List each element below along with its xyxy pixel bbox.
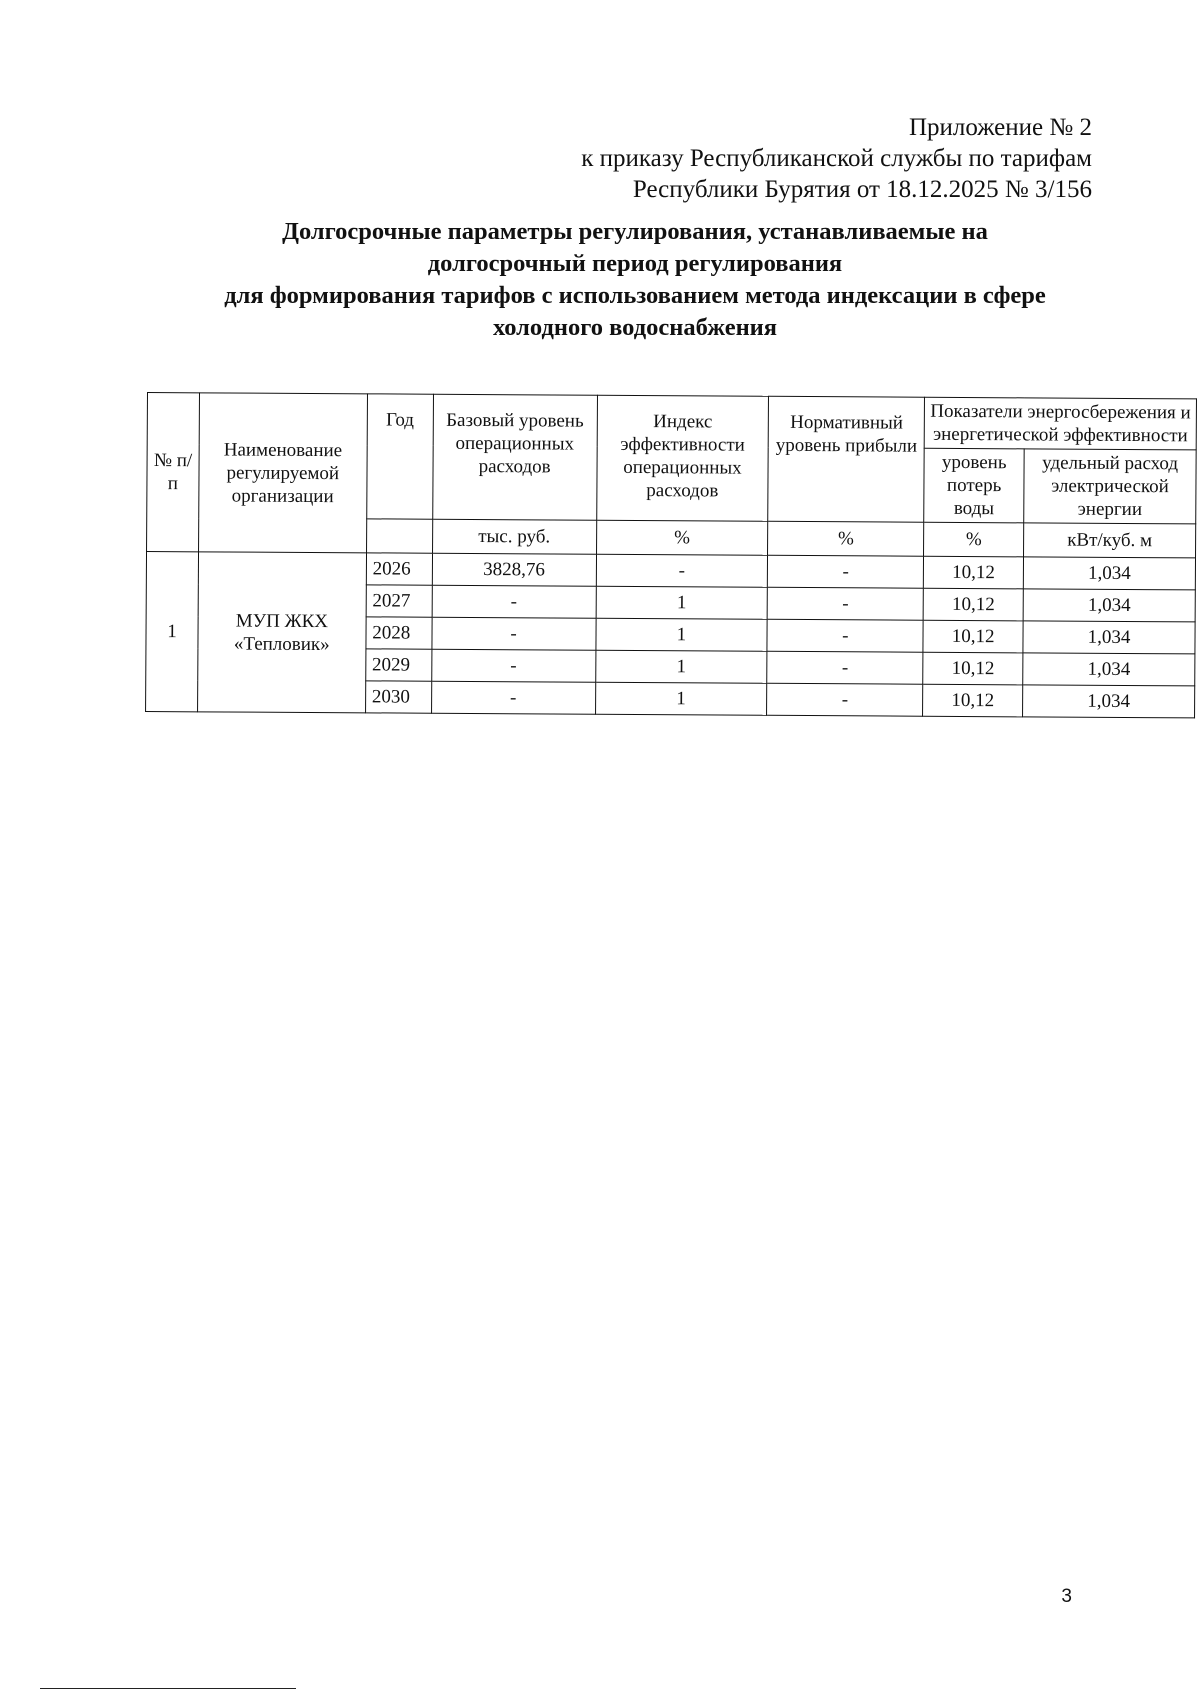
- index-cell: -: [596, 554, 768, 587]
- index-cell: 1: [595, 650, 767, 683]
- title-line-4: холодного водоснабжения: [492, 314, 778, 341]
- loss-cell: 10,12: [924, 556, 1024, 589]
- header-water-loss: уровень потерь воды: [924, 448, 1024, 523]
- header-org: Наименование регулируемой организации: [198, 393, 367, 553]
- title-line-3: для формирования тарифов с использованием метода индексации в сфере: [224, 282, 1046, 309]
- header-efficiency-index: Индекс эффективности операционных расходов: [596, 395, 769, 521]
- header-profit-level: Нормативный уровень прибыли: [768, 396, 925, 522]
- profit-cell: -: [767, 683, 923, 716]
- header-num: № п/п: [147, 393, 200, 552]
- index-cell: 1: [595, 618, 767, 651]
- unit-loss: %: [924, 522, 1024, 557]
- year-cell: 2029: [365, 649, 431, 681]
- appendix-order-date: Республики Бурятия от 18.12.2025 № 3/156: [632, 176, 1092, 203]
- year-cell: 2030: [365, 681, 431, 713]
- power-cell: 1,034: [1023, 557, 1195, 590]
- page-number: 3: [1061, 1586, 1072, 1607]
- profit-cell: -: [767, 587, 923, 620]
- loss-cell: 10,12: [923, 652, 1023, 685]
- index-cell: 1: [596, 586, 768, 619]
- appendix-header: [581, 112, 1092, 205]
- unit-profit: %: [768, 521, 924, 556]
- base-cell: -: [431, 681, 595, 714]
- power-cell: 1,034: [1023, 621, 1195, 654]
- header-base-level: Базовый уровень операционных расходов: [432, 394, 597, 520]
- loss-cell: 10,12: [923, 620, 1023, 653]
- index-cell: 1: [595, 682, 767, 715]
- unit-index: %: [596, 520, 768, 555]
- org-number-cell: 1: [146, 552, 199, 712]
- title-line-2: долгосрочный период регулирования: [427, 250, 843, 277]
- org-name-cell: МУП ЖКХ «Тепловик»: [197, 552, 366, 713]
- parameters-table: [145, 392, 1197, 718]
- title-line-1: Долгосрочные параметры регулирования, устанавливаемые на: [282, 218, 988, 245]
- power-cell: 1,034: [1023, 589, 1195, 622]
- base-cell: -: [431, 649, 595, 682]
- power-cell: 1,034: [1023, 685, 1195, 718]
- year-cell: 2028: [366, 617, 432, 649]
- base-cell: -: [432, 617, 596, 650]
- unit-base: тыс. руб.: [432, 519, 596, 554]
- header-energy-group: Показатели энергосбережения и энергетической эффективности: [924, 397, 1196, 450]
- year-cell: 2026: [366, 553, 432, 585]
- profit-cell: -: [767, 651, 923, 684]
- document-title: [180, 216, 1090, 344]
- unit-power: кВт/куб. м: [1024, 523, 1196, 558]
- profit-cell: -: [767, 619, 923, 652]
- header-year: Год: [366, 394, 433, 519]
- appendix-number: Приложение № 2: [908, 114, 1092, 141]
- unit-year-empty: [366, 519, 432, 553]
- header-power-consumption: удельный расход электрической энергии: [1024, 449, 1196, 524]
- power-cell: 1,034: [1023, 653, 1195, 686]
- base-cell: -: [432, 585, 596, 618]
- footer-divider: [40, 1688, 296, 1689]
- base-cell: 3828,76: [432, 553, 596, 586]
- profit-cell: -: [768, 555, 924, 588]
- loss-cell: 10,12: [923, 588, 1023, 621]
- loss-cell: 10,12: [923, 684, 1023, 717]
- year-cell: 2027: [366, 585, 432, 617]
- table-header-row-1: [147, 393, 1196, 450]
- appendix-order-ref: к приказу Республиканской службы по тарифам: [581, 145, 1092, 172]
- table-row: [146, 552, 1195, 590]
